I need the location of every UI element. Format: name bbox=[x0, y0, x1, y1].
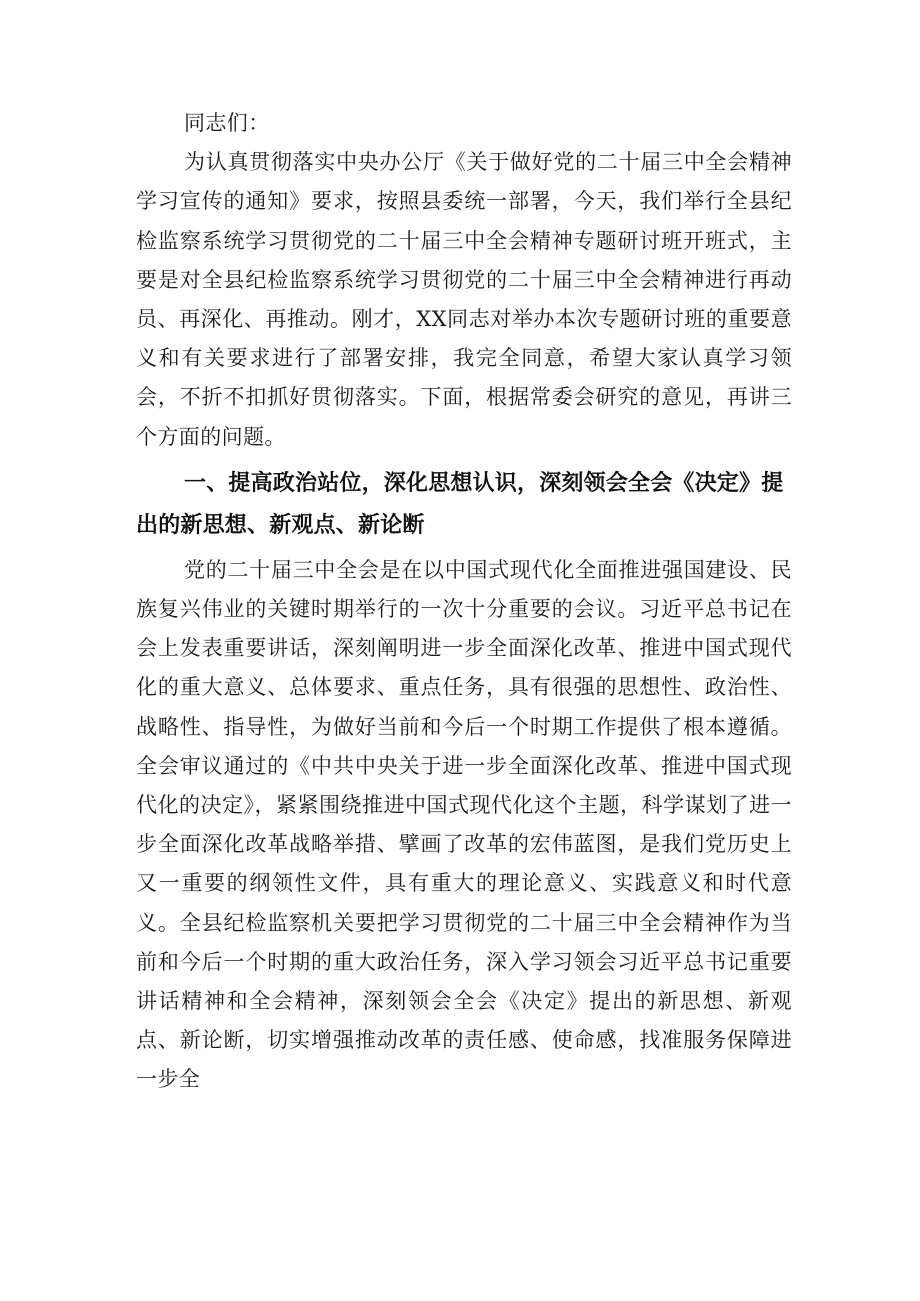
document-body bbox=[136, 104, 792, 1100]
section-1-paragraph: 党的二十届三中全会是在以中国式现代化全面推进强国建设、民族复兴伟业的关键时期举行的一次十分重要的会议。习近平总书记在会上发表重要讲话，深刻阐明进一步全面深化改革、推进中国式现代化的重大意义、总体要求、重点任务，具有很强的思想性、政治性、战略性、指导性，为做好当前和今后一个时期工作提供了根本遵循。全会审议通过的《中共中央关于进一步全面深化改革、推进中国式现代化的决定》，紧紧围绕推进中国式现代化这个主题，科学谋划了进一步全面深化改革战略举措、擘画了改革的宏伟蓝图，是我们党历史上又一重要的纲领性文件，具有重大的理论意义、实践意义和时代意义。全县纪检监察机关要把学习贯彻党的二十届三中全会精神作为当前和今后一个时期的重大政治任务，深入学习领会习近平总书记重要讲话精神和全会精神，深刻领会全会《决定》提出的新思想、新观点、新论断，切实增强推动改革的责任感、使命感，找准服务保障进一步全 bbox=[136, 557, 792, 1092]
intro-paragraph: 为认真贯彻落实中央办公厅《关于做好党的二十届三中全会精神学习宣传的通知》要求，按照县委统一部署，今天，我们举行全县纪检监察系统学习贯彻党的二十届三中全会精神专题研讨班开班式，主要是对全县纪检监察系统学习贯彻党的二十届三中全会精神进行再动员、再深化、再推动。刚才，XX同志对举办本次专题研讨班的重要意义和有关要求进行了部署安排，我完全同意，希望大家认真学习领会，不折不扣抓好贯彻落实。下面，根据常委会研究的意见，再讲三个方面的问题。 bbox=[136, 150, 792, 449]
salutation: 同志们： bbox=[184, 111, 270, 135]
section-1-heading: 一、提高政治站位，深化思想认识，深刻领会全会《决定》提出的新思想、新观点、新论断 bbox=[136, 470, 784, 538]
